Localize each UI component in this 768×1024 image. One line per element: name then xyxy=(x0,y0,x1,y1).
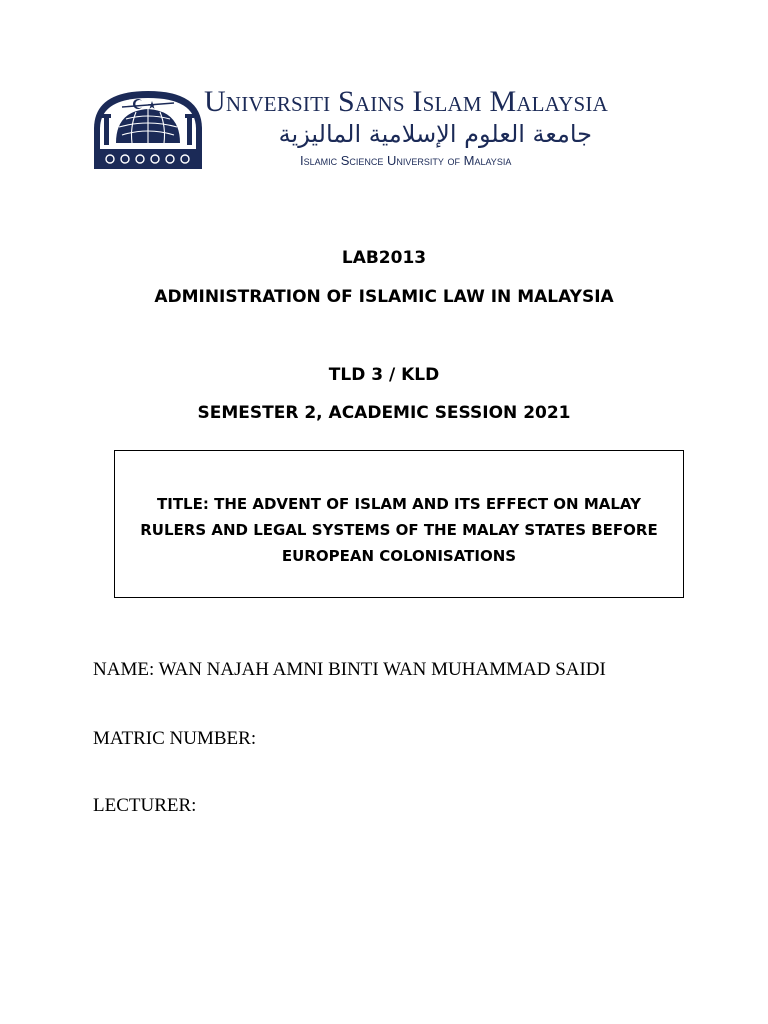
assignment-title-box xyxy=(114,450,684,598)
university-name-english: Islamic Science University of Malaysia xyxy=(300,153,512,168)
course-code: LAB2013 xyxy=(341,248,427,268)
matric-number-line xyxy=(93,727,256,751)
lecturer-line xyxy=(93,794,196,818)
lecturer-label: LECTURER: xyxy=(93,795,197,816)
university-name-arabic: جامعة العلوم الإسلامية الماليزية xyxy=(278,120,592,148)
assignment-title: TITLE: THE ADVENT OF ISLAM AND ITS EFFECT ON MALAY RULERS AND LEGAL SYSTEMS OF THE MALAY STATES BEFORE EUROPEAN COLONISATIONS xyxy=(140,495,658,565)
student-name-value: WAN NAJAH AMNI BINTI WAN MUHAMMAD SAIDI xyxy=(158,659,606,680)
student-name-line xyxy=(93,658,606,682)
matric-number-label: MATRIC NUMBER: xyxy=(93,728,257,749)
student-name-label: NAME: xyxy=(93,659,155,680)
course-group: TLD 3 / KLD xyxy=(328,365,440,385)
university-crest-icon xyxy=(92,87,204,171)
academic-session: SEMESTER 2, ACADEMIC SESSION 2021 xyxy=(197,403,571,423)
course-name: ADMINISTRATION OF ISLAMIC LAW IN MALAYSIA xyxy=(154,287,614,307)
university-name: Universiti Sains Islam Malaysia xyxy=(204,85,608,118)
